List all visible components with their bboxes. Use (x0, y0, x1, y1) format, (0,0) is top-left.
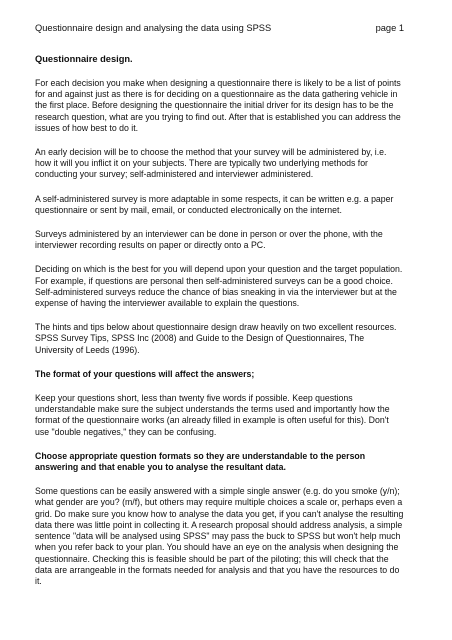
subheading: Choose appropriate question formats so they are understandable to the person answering and that enable you to analyse the resultant data. (35, 450, 366, 473)
paragraph: A self-administered survey is more adaptable in some respects, it can be written e.g. a paper questionnaire or sent by mail, email, or conducted electronically on the internet. (35, 193, 394, 215)
paragraph: Deciding on which is the best for you will depend upon your question and the target population. For example, if questions are personal then self-administered surveys can be a good choice. Self-administered surveys reduce the chance of bias sneaking in via the interviewer but at the expense of having the interviewer available to explain the questions. (35, 264, 403, 309)
paragraph: The hints and tips below about questionnaire design draw heavily on two excellent resources. SPSS Survey Tips, SPSS Inc (2008) and Guide to the Design of Questionnaires, The University of Leeds (1996). (35, 322, 397, 355)
paragraph: Surveys administered by an interviewer can be done in person or over the phone, with the interviewer recording results on paper or directly onto a PC. (35, 229, 383, 251)
document-body (35, 78, 404, 587)
header-title: Questionnaire design and analysing the data using SPSS (35, 23, 272, 33)
page-header (35, 22, 404, 34)
paragraph: Keep your questions short, less than twenty five words if possible. Keep questions understandable make sure the subject understands the terms used and importantly how the format of the questionnaire works (an already filled in example is often useful for this). Don't use "double negatives," they can be confusing. (35, 393, 390, 437)
subheading: The format of your questions will affect the answers; (35, 368, 255, 379)
paragraph: Some questions can be easily answered with a simple single answer (e.g. do you smoke (y/n); what gender are you? (m/f), but others may require multiple choices a scale or, perhaps even a grid. Do make sure you know how to analyse the data you get, if you can't analyse the resulting data there was little point in collecting it. A research proposal should address analysis, a simple sentence "data will be analysed using SPSS" may pass the buck to SPSS but won't help much when you refer back to your plan. You should have an eye on the analysis when designing the questionnaire. Checking this is feasible should be part of the piloting; this will check that the data are arrangeable in the formats needed for analysis and that you have the resources to do it. (35, 486, 404, 586)
paragraph: For each decision you make when designing a questionnaire there is likely to be a list of points for and against just as there is for deciding on a questionnaire as the data gathering vehicle in the first place. Before designing the questionnaire the initial driver for its design has to be the research question, what are you trying to find out. After that is established you can address the issues of how best to do it. (35, 78, 401, 133)
document-page (35, 22, 404, 587)
paragraph: An early decision will be to choose the method that your survey will be administered by, i.e. how it will you inflict it on your subjects. There are typically two underlying methods for conducting your survey; self-administered and interviewer administered. (35, 147, 387, 180)
section-title: Questionnaire design. (35, 54, 133, 64)
page-number: page 1 (375, 23, 404, 33)
